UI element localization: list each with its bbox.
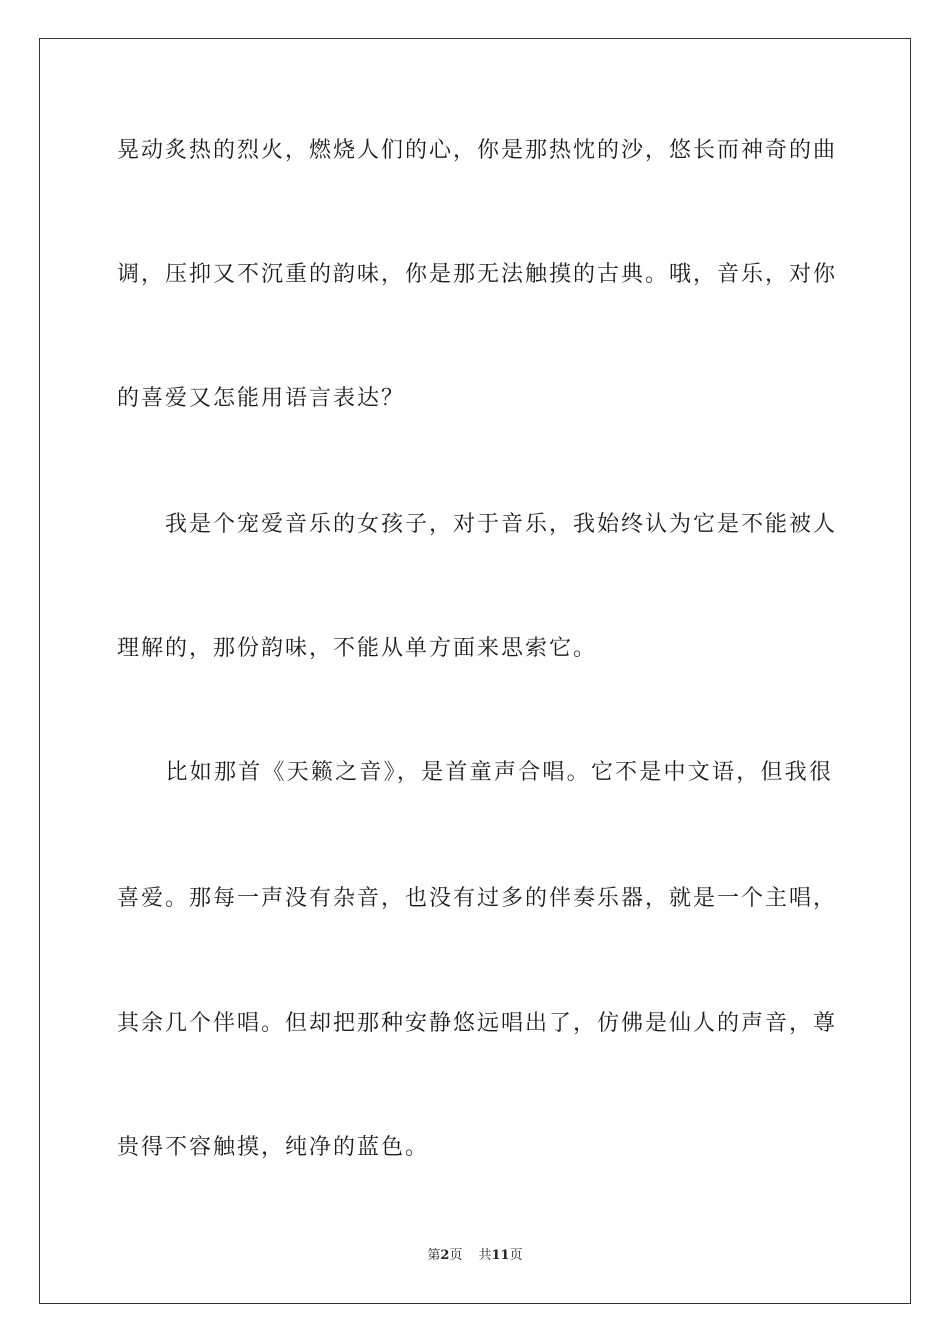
text-line-4: 我是个宠爱音乐的女孩子，对于音乐，我始终认为它是不能被人 [117,512,838,537]
text-line-1: 晃动炙热的烈火，燃烧人们的心，你是那热忱的沙，悠长而神奇的曲 [117,138,838,163]
text-line-8: 其余几个伴唱。但却把那种安静悠远唱出了，仿佛是仙人的声音，尊 [117,1011,838,1036]
footer-page-total: 11 [491,1248,510,1263]
footer-page-prefix: 第 [427,1248,441,1263]
footer-total-prefix: 共 [478,1248,492,1263]
page-border [39,38,911,1304]
text-line-5: 理解的，那份韵味，不能从单方面来思索它。 [117,636,598,661]
text-line-3: 的喜爱又怎能用语言表达？ [117,386,406,411]
page-footer [0,1246,950,1266]
text-line-7: 喜爱。那每一声没有杂音，也没有过多的伴奏乐器，就是一个主唱， [117,886,838,911]
text-line-9: 贵得不容触摸，纯净的蓝色。 [117,1135,430,1160]
footer-page-current: 2 [440,1248,450,1263]
text-line-2: 调，压抑又不沉重的韵味，你是那无法触摸的古典。哦，音乐，对你 [117,262,838,287]
text-line-6: 比如那首《天籁之音》，是首童声合唱。它不是中文语，但我很 [117,760,833,785]
footer-page-suffix: 页 [449,1248,463,1263]
footer-total-suffix: 页 [509,1248,523,1263]
